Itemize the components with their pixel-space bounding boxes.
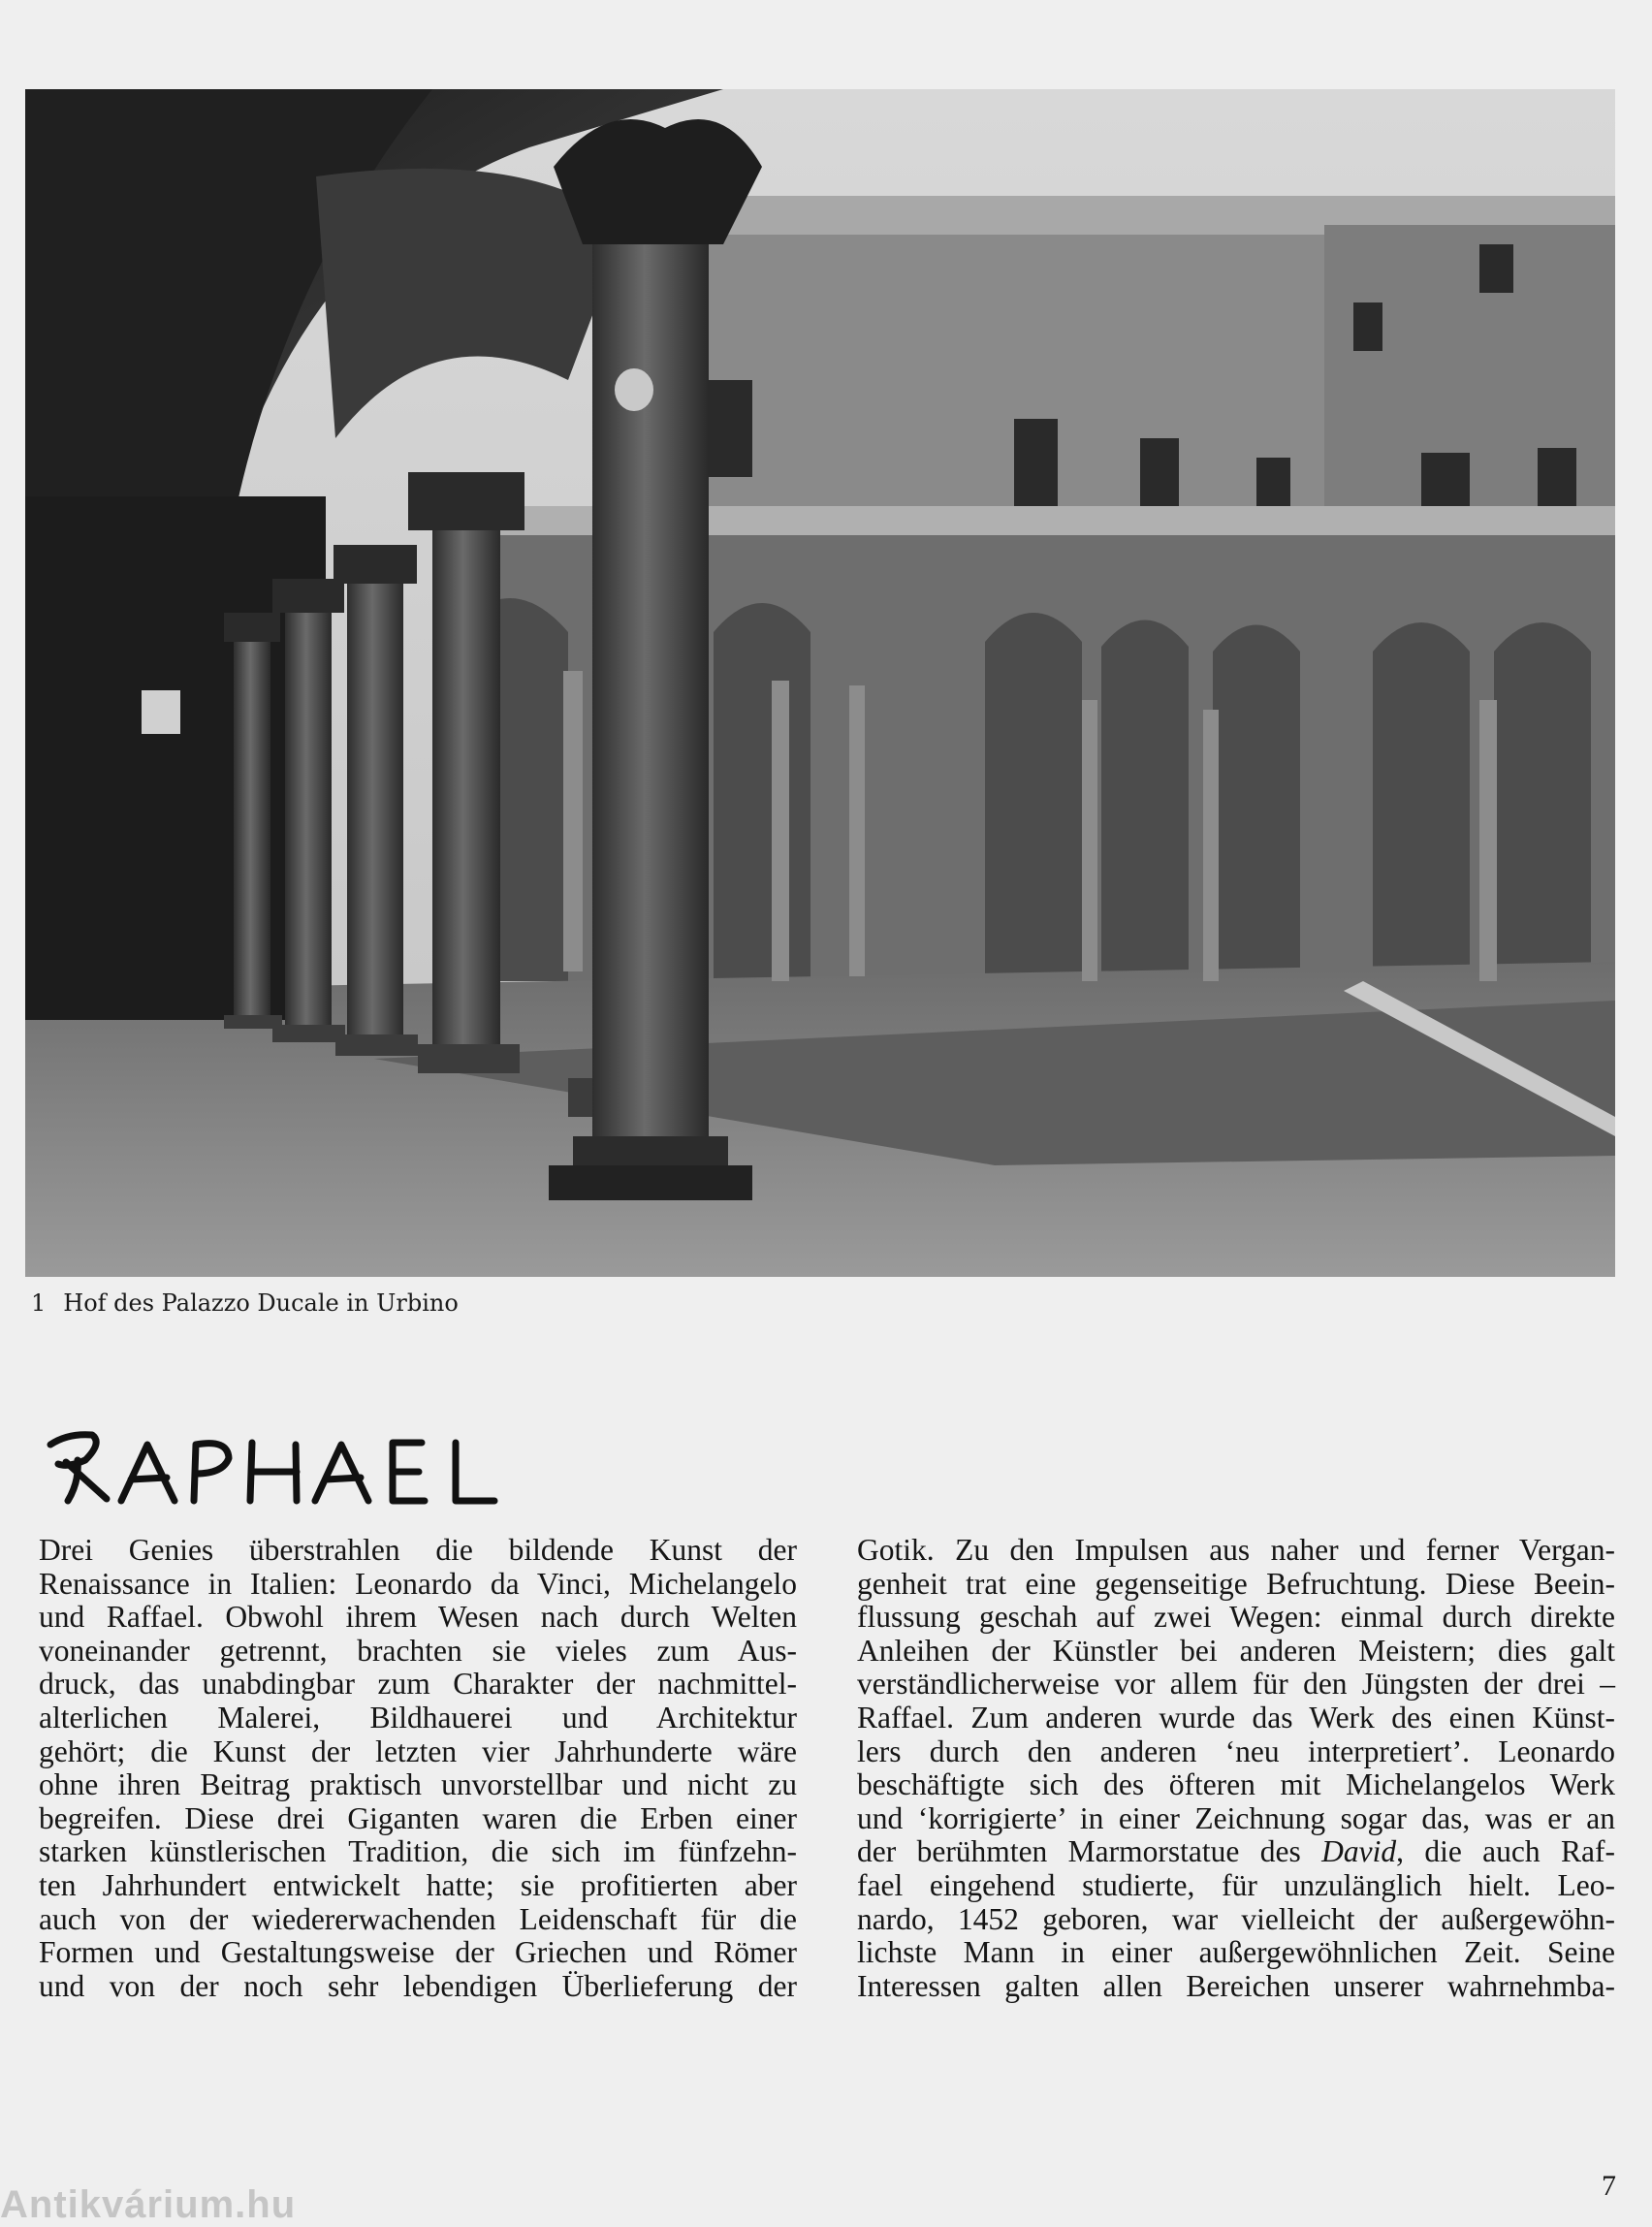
text-line: druck, das unabdingbar zum Charakter der nachmittel- — [39, 1667, 797, 1702]
text-line: voneinander getrennt, brachten sie vieles zum Aus- — [39, 1633, 797, 1668]
text-line: nardo, 1452 geboren, war vielleicht der außergewöhn- — [857, 1901, 1615, 1936]
text-line: fael eingehend studierte, für unzulänglich hielt. Leo- — [857, 1867, 1615, 1902]
page-number: 7 — [1602, 2170, 1616, 2202]
text-line: Interessen galten allen Bereichen unserer wahrnehmba- — [857, 1968, 1615, 2003]
text-line: und ‘korrigierte’ in einer Zeichnung sogar das, was er an — [857, 1800, 1615, 1835]
courtyard-photograph — [25, 89, 1615, 1277]
watermark: Antikvárium.hu — [0, 2183, 297, 2226]
figure-number: 1 — [31, 1289, 47, 1317]
text-line: Formen und Gestaltungsweise der Griechen und Römer — [39, 1935, 797, 1970]
figure-caption — [31, 1289, 459, 1317]
text-line: verständlicherweise vor allem für den Jüngsten der drei – — [857, 1667, 1615, 1702]
text-line: und Raffael. Obwohl ihrem Wesen nach durch Welten — [39, 1600, 797, 1635]
text-column-left — [39, 1534, 797, 2003]
text-line: gehört; die Kunst der letzten vier Jahrhunderte wäre — [39, 1734, 797, 1768]
text-line: Anleihen der Künstler bei anderen Meistern; dies galt — [857, 1633, 1615, 1668]
text-line: ten Jahrhundert entwickelt hatte; sie profitierten aber — [39, 1867, 797, 1902]
text-line: begreifen. Diese drei Giganten waren die Erben einer — [39, 1800, 797, 1835]
handwritten-title — [39, 1404, 524, 1511]
courtyard-image — [25, 89, 1615, 1277]
text-line: Renaissance in Italien: Leonardo da Vinci, Michelangelo — [39, 1566, 797, 1601]
text-line: Drei Genies überstrahlen die bildende Kunst der — [39, 1533, 797, 1567]
text-line: genheit trat eine gegenseitige Befruchtung. Diese Beein- — [857, 1566, 1615, 1601]
text-line: lichste Mann in einer außergewöhnlichen Zeit. Seine — [857, 1935, 1615, 1970]
text-column-right — [857, 1534, 1615, 2003]
figure-caption-text: Hof des Palazzo Ducale in Urbino — [63, 1289, 459, 1317]
text-line: der berühmten Marmorstatue des David, die auch Raf- — [857, 1834, 1615, 1869]
text-line: Gotik. Zu den Impulsen aus naher und ferner Vergan- — [857, 1533, 1615, 1567]
text-line: auch von der wiedererwachenden Leidenschaft für die — [39, 1901, 797, 1936]
text-line: und von der noch sehr lebendigen Überlieferung der — [39, 1968, 797, 2003]
text-line: alterlichen Malerei, Bildhauerei und Architektur — [39, 1700, 797, 1734]
title-handwriting — [39, 1404, 524, 1511]
text-line: starken künstlerischen Tradition, die sich im fünfzehn- — [39, 1834, 797, 1869]
text-line: Raffael. Zum anderen wurde das Werk des einen Künst- — [857, 1700, 1615, 1734]
text-line: beschäftigte sich des öfteren mit Michelangelos Werk — [857, 1767, 1615, 1802]
text-line: lers durch den anderen ‘neu interpretiert’. Leonardo — [857, 1734, 1615, 1768]
text-line: ohne ihren Beitrag praktisch unvorstellbar und nicht zu — [39, 1767, 797, 1802]
text-line: flussung geschah auf zwei Wegen: einmal durch direkte — [857, 1600, 1615, 1635]
